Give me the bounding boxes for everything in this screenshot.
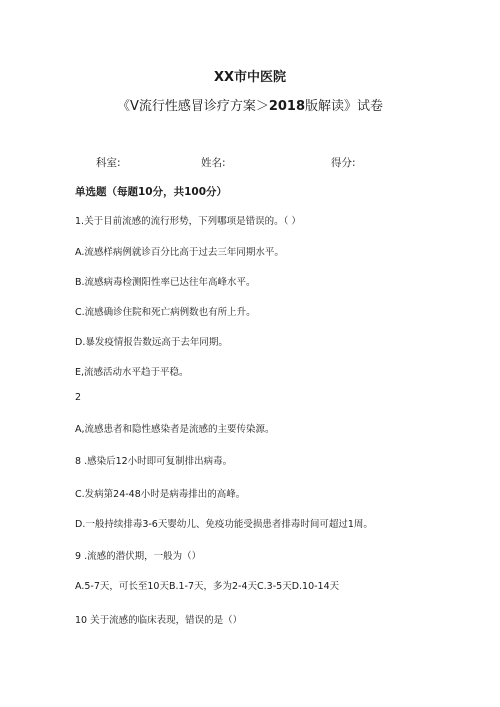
option-1d: D.暴发疫情报告数远高于去年同期。 — [75, 337, 228, 348]
question-4: 10 关于流感的临床表现，错误的是（） — [75, 615, 243, 626]
department-label: 科室: — [96, 157, 121, 169]
exam-title — [0, 95, 500, 114]
option-2d: D.一般持续排毒3-6天婴幼儿、免疫功能受损患者排毒时间可超过1周。 — [75, 519, 373, 530]
option-2a: A,流感患者和隐性感染者是流感的主要传染源。 — [75, 424, 275, 435]
exam-title-year: 2018 — [268, 99, 306, 114]
exam-title-main: 《V流行性感冒诊疗方案＞ — [116, 99, 269, 114]
score-label: 得分: — [331, 157, 356, 169]
name-label: 姓名: — [201, 157, 226, 169]
section-title: 单选题（每题10分，共100分） — [75, 186, 228, 198]
option-2c: C.发病第24-48小时是病毒排出的高峰。 — [75, 489, 246, 500]
option-1a: A.流感样病例就诊百分比高于过去三年同期水平。 — [75, 247, 284, 258]
option-1b: B.流感病毒检测阳性率已达往年高峰水平。 — [75, 277, 256, 288]
question-1: 1.关于目前流感的流行形势，下列哪项是错误的。（ ） — [75, 216, 301, 227]
hospital-name: XX市中医院 — [213, 70, 287, 85]
option-1c: C.流感确诊住院和死亡病例数也有所上升。 — [75, 307, 256, 318]
question-3: 9 .流感的潜伏期，一般为（） — [75, 551, 202, 562]
option-2b: 8 .感染后12小时即可复制排出病毒。 — [75, 456, 233, 467]
options-3: A.5-7天，可长至10天B.1-7天，多为2-4天C.3-5天D.10-14天 — [75, 581, 340, 592]
exam-title-rest: 版解读》试卷 — [305, 99, 384, 114]
question-2: 2 — [75, 392, 82, 403]
option-1e: E,流感活动水平趋于平稳。 — [75, 367, 189, 378]
